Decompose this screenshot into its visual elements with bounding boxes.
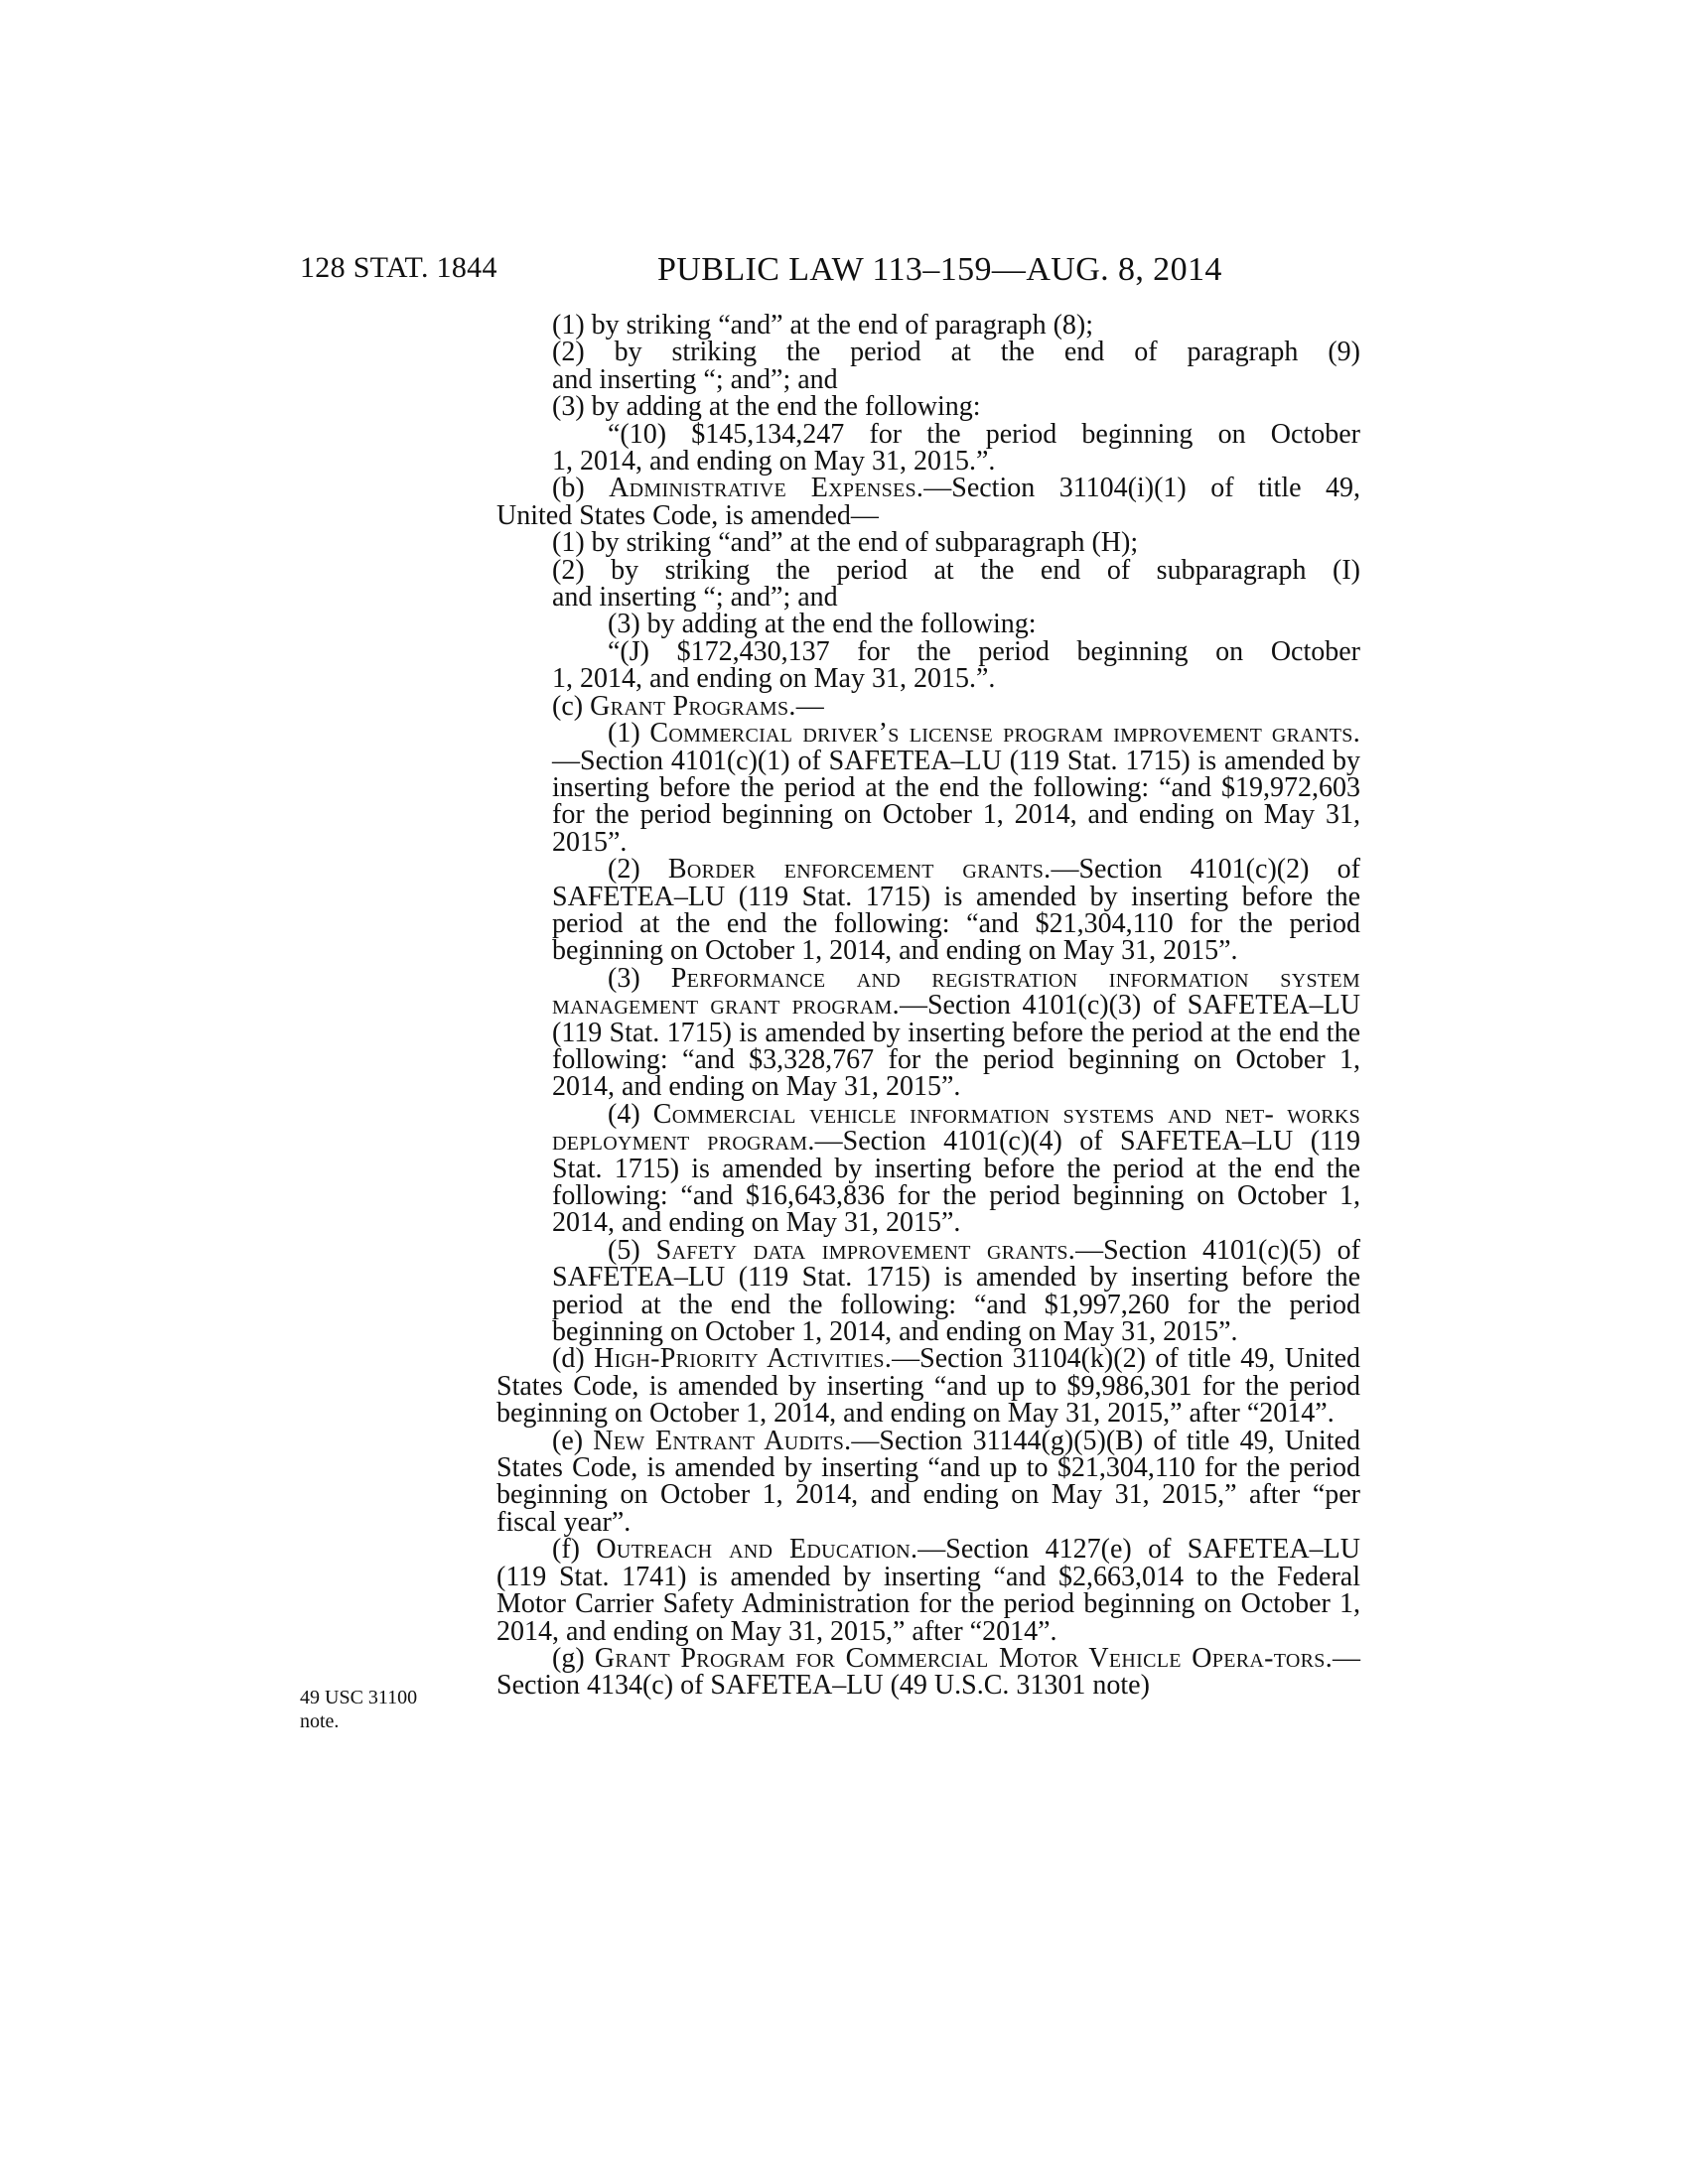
section-f-title: Outreach and Education. xyxy=(596,1534,918,1566)
section-c-label: (c) xyxy=(552,690,591,722)
section-g-text: —Section 4134(c) of SAFETEA–LU (49 U.S.C. 31301 note) xyxy=(496,1642,1360,1702)
paragraph-b1: (1) by striking “and” at the end of subparagraph (H); xyxy=(552,527,1139,559)
body-text xyxy=(496,312,1360,1700)
section-c-heading xyxy=(496,690,1360,722)
paragraph-c4-title-a: Commercial vehicle information systems and net- xyxy=(652,1098,1275,1130)
paragraph-a2-cont: and inserting “; and”; and xyxy=(552,363,838,395)
paragraph-c3-text: —Section 4101(c)(3) of SAFETEA–LU (119 Stat. 1715) is amended by inserting before the period at the end the following: “and $3,328,767 for the period beginning on October 1, 2014, and ending on May 31, 2015”. xyxy=(552,990,1360,1103)
section-c-title: Grant Programs. xyxy=(590,690,796,722)
paragraph-a2: (2) by striking the period at the end of paragraph (9) xyxy=(552,337,1360,368)
paragraph-c1-label: (1) xyxy=(608,718,650,750)
paragraph-b2-cont: and inserting “; and”; and xyxy=(552,582,838,614)
page-header-title: PUBLIC LAW 113–159—AUG. 8, 2014 xyxy=(657,251,1222,288)
paragraph-c5-title: Safety data improvement grants. xyxy=(655,1234,1076,1266)
section-d xyxy=(496,1343,1360,1430)
paragraph-c3-title-a: Performance and registration information system xyxy=(670,962,1360,994)
paragraph-c3 xyxy=(496,962,1360,1103)
paragraph-c1 xyxy=(496,720,1360,856)
margin-note-citation: 49 USC 31100 xyxy=(300,1687,418,1708)
paragraph-c5 xyxy=(496,1234,1360,1348)
paragraph-c1-title-a: Commercial driver’s license program improvement xyxy=(649,718,1263,750)
section-e xyxy=(496,1425,1360,1538)
section-g-title: Grant Program for Commercial Motor Vehicle Opera-tors. xyxy=(594,1642,1333,1674)
section-e-text: —Section 31144(g)(5)(B) of title 49, United States Code, is amended by inserting “and up to $21,304,110 for the period beginning on October 1, 2014, and ending on May 31, 2015,” after “per fiscal year”. xyxy=(496,1425,1360,1538)
section-b-title: Administrative Expenses. xyxy=(609,473,924,504)
section-g xyxy=(496,1642,1360,1702)
paragraph-c2-text: —Section 4101(c)(2) of SAFETEA–LU (119 Stat. 1715) is amended by inserting before the period at the end the following: “and $21,304,110 for the period beginning on October 1, 2014, and ending on May 31, 2015”. xyxy=(552,854,1360,967)
paragraph-c1-title-b: grants. xyxy=(1271,718,1361,750)
section-f xyxy=(496,1536,1360,1645)
paragraph-a4: “(10) $145,134,247 for the period beginning on October xyxy=(608,418,1360,450)
paragraph-c3-title-b: management grant program. xyxy=(552,990,900,1022)
section-b-label: (b) xyxy=(552,473,610,504)
paragraph-a1: (1) by striking “and” at the end of paragraph (8); xyxy=(552,310,1094,341)
paragraph-a4-cont: 1, 2014, and ending on May 31, 2015.”. xyxy=(552,446,996,478)
section-c-dash: — xyxy=(795,690,824,722)
paragraph-c2-label: (2) xyxy=(608,854,668,886)
paragraph-c1-text: —Section 4101(c)(1) of SAFETEA–LU (119 Stat. 1715) is amended by inserting before the period at the end the following: “and $19,972,603 for the period beginning on October 1, 2014, and ending on May 31, 2015”. xyxy=(552,745,1360,858)
section-b-text: —Section 31104(i)(1) of title 49, xyxy=(923,473,1360,504)
section-b-text-cont: United States Code, is amended— xyxy=(496,499,879,531)
paragraph-c2-title: Border enforcement grants. xyxy=(667,854,1052,886)
paragraph-c4 xyxy=(496,1098,1361,1239)
section-b-heading xyxy=(496,473,1360,504)
paragraph-c5-text: —Section 4101(c)(5) of SAFETEA–LU (119 Stat. 1715) is amended by inserting before the period at the end the following: “and $1,997,260 for the period beginning on October 1, 2014, and ending on May 31, 2015”. xyxy=(552,1234,1360,1348)
section-d-text: —Section 31104(k)(2) of title 49, United States Code, is amended by inserting “and up to $9,986,301 for the period beginning on October 1, 2014, and ending on May 31, 2015,” after “2014”. xyxy=(496,1343,1360,1430)
paragraph-c2 xyxy=(496,856,1360,965)
page-header-stat: 128 STAT. 1844 xyxy=(300,251,497,284)
section-d-label: (d) xyxy=(552,1343,595,1375)
section-f-label: (f) xyxy=(552,1534,597,1566)
paragraph-b3: (3) by adding at the end the following: xyxy=(608,609,1037,640)
section-d-title: High-Priority Activities. xyxy=(594,1343,893,1375)
margin-note-label: note. xyxy=(300,1710,340,1732)
section-g-label: (g) xyxy=(552,1642,595,1674)
paragraph-c5-label: (5) xyxy=(608,1234,656,1266)
section-e-title: New Entrant Audits. xyxy=(593,1425,852,1456)
paragraph-c3-label: (3) xyxy=(608,962,671,994)
paragraph-b2: (2) by striking the period at the end of subparagraph (I) xyxy=(552,554,1360,586)
paragraph-b4-cont: 1, 2014, and ending on May 31, 2015.”. xyxy=(552,663,996,695)
paragraph-c4-text: —Section 4101(c)(4) of SAFETEA–LU (119 Stat. 1715) is amended by inserting before the period at the end the following: “and $16,643,836 for the period beginning on October 1, 2014, and ending on May 31, 2015”. xyxy=(552,1126,1360,1239)
paragraph-b4: “(J) $172,430,137 for the period beginning on October xyxy=(608,635,1360,667)
paragraph-a3: (3) by adding at the end the following: xyxy=(552,391,981,423)
section-e-label: (e) xyxy=(552,1425,594,1456)
margin-note xyxy=(300,1686,469,1733)
paragraph-c4-title-b: works deployment program. xyxy=(552,1098,1361,1158)
section-f-text: —Section 4127(e) of SAFETEA–LU (119 Stat. 1741) is amended by inserting “and $2,663,014 to the Federal Motor Carrier Safety Administration for the period beginning on October 1, 2014, and ending on May 31, 2015,” after “2014”. xyxy=(496,1534,1360,1647)
paragraph-c4-label: (4) xyxy=(608,1098,653,1130)
